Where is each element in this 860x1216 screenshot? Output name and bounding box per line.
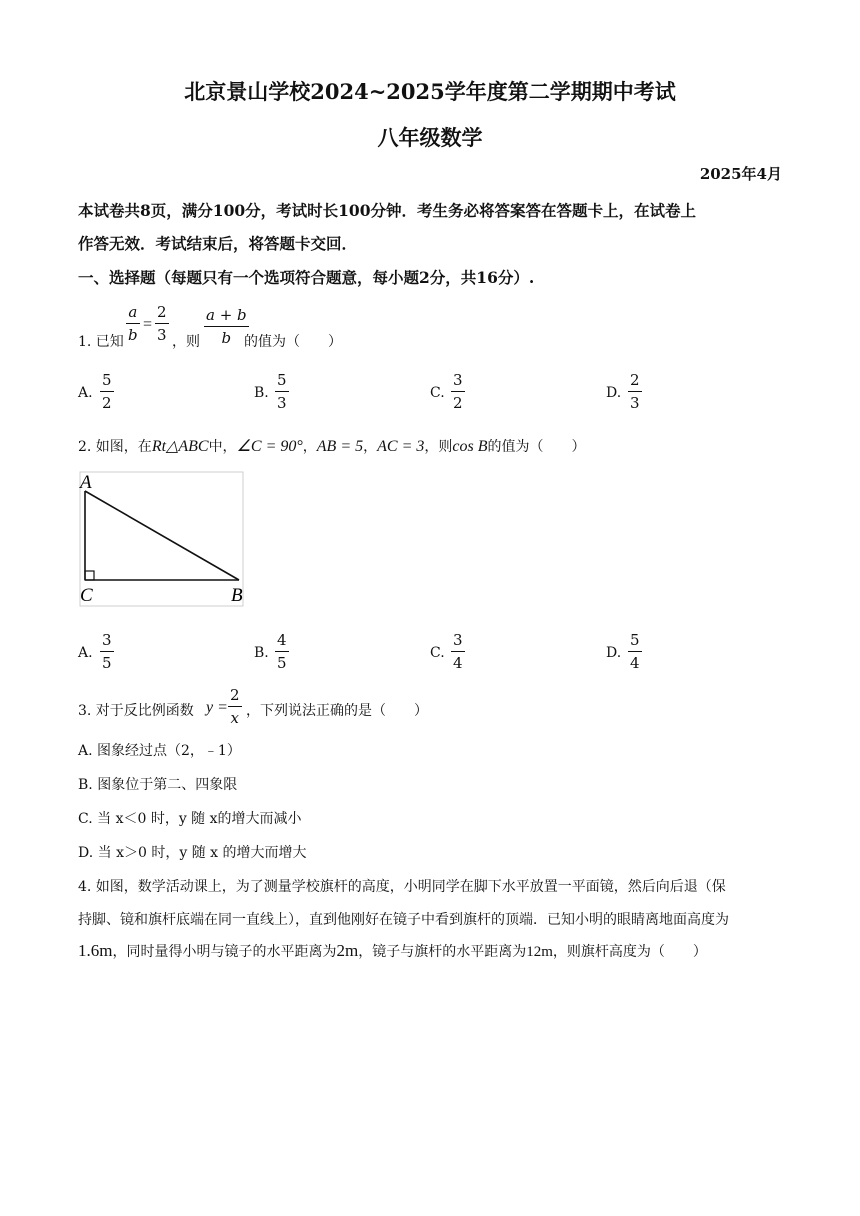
q1-equals: = [143,316,153,333]
q4-line-3 [78,941,707,961]
q2-option-a-num: 3 [102,631,112,649]
figure-frame [80,472,243,606]
q2-ab: AB = 5 [316,438,364,455]
q2-option-b-den: 5 [277,654,287,672]
fraction-bar [451,651,465,652]
q1-option-d-num: 2 [630,371,640,389]
fraction-bar [275,391,289,392]
fraction-bar [204,326,249,327]
q1-given-val-num: 2 [157,303,167,321]
q2-cos: cos B [452,438,488,455]
section-heading: 一、选择题（每题只有一个选项符合题意，每小题2分，共16分）. [78,268,535,287]
q1-expr-den: b [221,329,232,347]
vertex-c-label: C [80,585,93,606]
q4-person-mirror-distance: 2m [336,941,359,960]
q2-stem [78,436,585,456]
q2-option-a-den: 5 [102,654,112,672]
q2-option-d-num: 5 [630,631,640,649]
q1-expr-num: a + b [206,306,247,324]
q1-option-a[interactable] [100,373,114,411]
q2-text-c: 中， [208,439,237,455]
q2-option-d-den: 4 [630,654,640,672]
q1-option-c-den: 2 [453,394,463,412]
q1-option-c-num: 3 [453,371,463,389]
right-angle-mark [85,571,94,580]
q3-func-fraction [228,688,242,726]
fraction-bar [100,391,114,392]
q2-option-c-label: C. [430,645,445,661]
q1-option-c[interactable] [451,373,465,411]
q4-line-2: 持脚、镜和旗杆底端在同一直线上），直到他刚好在镜子中看到旗杆的顶端．已知小明的眼睛离地面高度为 [78,912,729,928]
intro-line-1: 本试卷共8页，满分100分，考试时长100分钟．考生务必将答案答在答题卡上，在试卷上 [78,201,696,220]
q3-suffix: ，下列说法正确的是（ ） [246,703,428,719]
exam-subtitle: 八年级数学 [377,125,483,150]
exam-title: 北京景山学校2024~2025学年度第二学期期中考试 [184,79,676,104]
q1-option-c-label: C. [430,385,445,401]
q1-prefix: 1. 已知 [78,334,124,350]
q2-triangle: Rt△ABC [151,438,209,455]
q3-option-d[interactable]: D. 当 x＞0 时，y 随 x 的增大而增大 [78,845,307,861]
q2-option-a-label: A. [78,645,93,661]
q1-option-a-label: A. [78,385,93,401]
q2-option-d[interactable] [628,633,642,671]
fraction-bar [451,391,465,392]
fraction-bar [228,706,242,707]
q4-text-b: ，同时量得小明与镜子的水平距离为 [112,944,337,960]
fraction-bar [155,323,169,324]
q2-option-b-label: B. [254,645,269,661]
q2-option-a[interactable] [100,633,114,671]
q1-option-d-den: 3 [630,394,640,412]
q2-option-b-num: 4 [277,631,287,649]
fraction-bar [628,651,642,652]
q1-given-value [155,305,169,343]
q1-option-b-num: 5 [277,371,287,389]
q4-eye-height: 1.6m [78,941,113,960]
q2-option-d-label: D. [606,645,622,661]
q3-func-lhs: y = [206,699,228,716]
q1-option-d[interactable] [628,373,642,411]
fraction-bar [275,651,289,652]
q4-text-d: ，镜子与旗杆的水平距离为 [358,944,527,960]
q1-option-b[interactable] [275,373,289,411]
intro-line-2: 作答无效．考试结束后，将答题卡交回． [78,234,358,253]
q4-text-f: ，则旗杆高度为（ ） [552,944,707,960]
q1-given-val-den: 3 [157,326,167,344]
q1-option-b-label: B. [254,385,269,401]
vertex-a-label: A [80,472,92,493]
q2-text-i: ，则 [424,439,453,455]
q1-given-den: b [128,326,138,344]
q3-prefix: 3. 对于反比例函数 [78,703,194,719]
q3-func-num: 2 [230,686,240,704]
q1-suffix: 的值为（ ） [244,334,342,350]
q1-option-a-den: 2 [102,394,112,412]
q1-mid: ，则 [172,334,200,350]
q2-option-b[interactable] [275,633,289,671]
q1-expr-fraction [204,308,249,346]
q1-given-fraction [126,305,140,343]
q2-text-k: 的值为（ ） [487,439,586,455]
q3-option-b[interactable]: B. 图象位于第二、四象限 [78,777,238,793]
q4-mirror-pole-distance: 12m [526,944,553,960]
q1-option-a-num: 5 [102,371,112,389]
q3-option-a[interactable]: A. 图象经过点（2，﹣1） [78,743,241,759]
fraction-bar [126,323,140,324]
q4-line-1: 4. 如图，数学活动课上，为了测量学校旗杆的高度，小明同学在脚下水平放置一平面镜，然后向后退（保 [78,879,726,895]
q2-triangle-figure [78,470,246,610]
q1-given-num: a [128,303,138,321]
q2-comma-1: ， [302,439,317,455]
q2-comma-2: ， [363,439,378,455]
vertex-b-label: B [231,585,243,606]
q2-text-a: 2. 如图，在 [78,439,152,455]
q2-option-c-num: 3 [453,631,463,649]
q1-option-b-den: 3 [277,394,287,412]
exam-date: 2025年4月 [699,165,782,183]
side-ab [85,491,239,580]
q2-ac: AC = 3 [377,438,425,455]
q3-option-c[interactable]: C. 当 x＜0 时，y 随 x的增大而减小 [78,811,302,827]
q3-func-den: x [230,709,239,727]
fraction-bar [628,391,642,392]
q2-angle: ∠C = 90° [236,438,303,455]
q1-option-d-label: D. [606,385,622,401]
fraction-bar [100,651,114,652]
q2-option-c-den: 4 [453,654,463,672]
q2-option-c[interactable] [451,633,465,671]
